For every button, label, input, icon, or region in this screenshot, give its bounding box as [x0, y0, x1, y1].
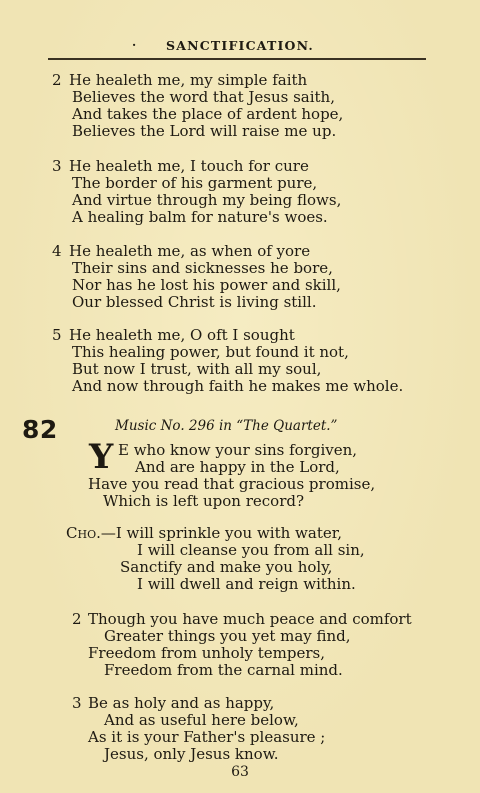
- verse-line: Believes the word that Jesus saith,: [72, 88, 335, 106]
- stanza-number: 5: [52, 326, 62, 344]
- verse-line: He healeth me, as when of yore: [69, 242, 311, 260]
- verse-line: Have you read that gracious promise,: [88, 475, 376, 493]
- verse-line: But now I trust, with all my soul,: [72, 360, 322, 378]
- verse-line: —I will sprinkle you with water,: [100, 524, 343, 542]
- verse-line: The border of his garment pure,: [72, 174, 318, 192]
- verse-line: Be as holy and as happy,: [88, 694, 275, 712]
- verse-line: A healing balm for nature's woes.: [72, 208, 328, 226]
- verse-line: I will dwell and reign within.: [137, 575, 356, 593]
- section-title: SANCTIFICATION.: [166, 38, 314, 53]
- header-rule: [48, 58, 426, 60]
- page-number: 63: [231, 764, 249, 780]
- verse-line: I will cleanse you from all sin,: [137, 541, 365, 559]
- verse-line: Freedom from the carnal mind.: [104, 661, 343, 679]
- verse-line: He healeth me, O oft I sought: [69, 326, 295, 344]
- verse-line: Their sins and sicknesses he bore,: [72, 259, 333, 277]
- verse-line: He healeth me, I touch for cure: [69, 157, 309, 175]
- verse-line: Believes the Lord will raise me up.: [72, 122, 337, 140]
- verse-line: And virtue through my being flows,: [72, 191, 342, 209]
- verse-line: And as useful here below,: [104, 711, 299, 729]
- verse-line: E who know your sins forgiven,: [118, 441, 358, 459]
- drop-cap: Y: [89, 437, 112, 477]
- stanza-number: 4: [52, 242, 62, 260]
- header-dot: ·: [132, 38, 138, 52]
- music-reference: Music No. 296 in “The Quartet.”: [115, 418, 338, 434]
- verse-line: Nor has he lost his power and skill,: [72, 276, 341, 294]
- verse-line: Greater things you yet may find,: [104, 627, 351, 645]
- stanza-number: 2: [72, 610, 82, 628]
- chorus-first-line: [66, 525, 342, 542]
- running-header: [0, 38, 480, 53]
- verse-line: Which is left upon record?: [103, 492, 305, 510]
- verse-line: Though you have much peace and comfort: [88, 610, 412, 628]
- chorus-label: Cho.: [66, 524, 101, 542]
- verse-line: Our blessed Christ is living still.: [72, 293, 317, 311]
- verse-line: Freedom from unholy tempers,: [88, 644, 325, 662]
- hymn-number: 82: [22, 415, 58, 444]
- verse-line: Sanctify and make you holy,: [120, 558, 333, 576]
- stanza-number: 2: [52, 71, 62, 89]
- verse-line: As it is your Father's pleasure ;: [88, 728, 326, 746]
- stanza-number: 3: [52, 157, 62, 175]
- verse-line: He healeth me, my simple faith: [69, 71, 308, 89]
- verse-line: And takes the place of ardent hope,: [72, 105, 344, 123]
- verse-line: This healing power, but found it not,: [72, 343, 349, 361]
- verse-line: And now through faith he makes me whole.: [72, 377, 404, 395]
- stanza-number: 3: [72, 694, 82, 712]
- verse-line: Jesus, only Jesus know.: [104, 745, 279, 763]
- verse-line: And are happy in the Lord,: [135, 458, 340, 476]
